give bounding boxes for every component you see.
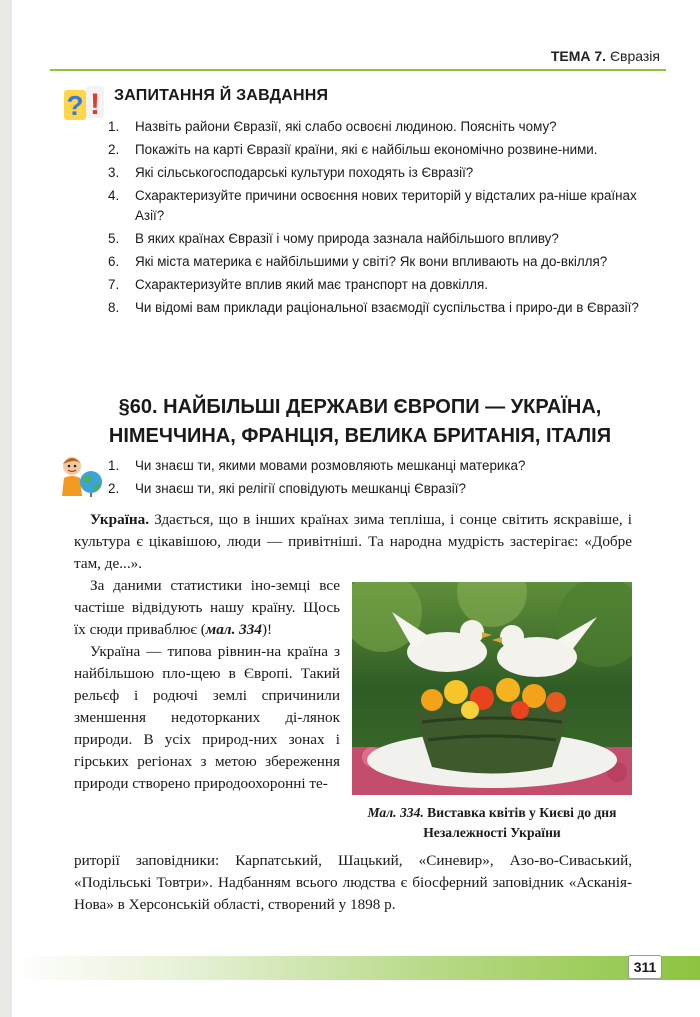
flower-exhibition-photo (352, 582, 632, 795)
list-item: 4. Схарактеризуйте причини освоєння нових територій у відсталих ра-ніше країнах Азії? (108, 188, 637, 223)
ukraine-term: Україна. (90, 511, 150, 528)
topic-title (551, 48, 660, 64)
list-item: 2. Чи знаєш ти, які релігії сповідують мешканці Євразії? (108, 480, 466, 496)
paragraph-title-line2: НІМЕЧЧИНА, ФРАНЦІЯ, ВЕЛИКА БРИТАНІЯ, ІТАЛІЯ (108, 425, 612, 447)
list-item: 3. Які сільськогосподарські культури походять із Євразії? (108, 165, 474, 180)
figure-label: Мал. 334. (367, 805, 424, 820)
figure-reference: мал. 334 (205, 621, 262, 638)
question-exclamation-icon (62, 84, 110, 124)
paragraph-ukraine-intro: Україна. Здається, що в інших країнах зима тепліша, і сонце світить яскравіше, і культура є цікавішою, люди — привітніші. Та народна мудрість застерігає: «Добре там, де...». (74, 511, 632, 572)
svg-text:!: ! (90, 88, 100, 121)
svg-text:?: ? (66, 90, 84, 121)
list-item: 5. В яких країнах Євразії і чому природа зазнала найбільшого впливу? (108, 230, 559, 246)
page-header (0, 0, 700, 70)
paragraph-tourists: За даними статистики іно-земці все частіше відвідують нашу країну. Щось їх сюди приваблює (мал. 334)! (74, 577, 340, 638)
list-item: 1. Чи знаєш ти, якими мовами розмовляють мешканці материка? (108, 458, 526, 473)
list-item: 7. Схарактеризуйте вплив який має транспорт на довкілля. (108, 276, 488, 292)
page-number: 311 (628, 955, 662, 979)
topic-number: ТЕМА 7. (550, 48, 607, 64)
list-item: 8. Чи відомі вам приклади раціональної взаємодії суспільства і приро-ди в Євразії? (108, 299, 639, 315)
header-rule (50, 69, 666, 71)
list-item: 6. Які міста материка є найбільшими у світі? Як вони впливають на до-вкілля? (108, 253, 608, 269)
paragraph-title-line1: §60. НАЙБІЛЬШІ ДЕРЖАВИ ЄВРОПИ — УКРАЇНА, (118, 396, 602, 418)
figure-caption: Мал. 334. Виставка квітів у Києві до дня Незалежності України (367, 805, 617, 840)
paragraph-relief: Україна — типова рівнин-на країна з найбільшою пло-щею в Європі. Такий рельєф і родючі землі спричинили зменшення недоторканих ді-лянок природи. В усіх природ-них зонах і гірських регіонах з метою збереження природи створено природоохоронні те- (74, 643, 340, 792)
list-item: 2. Покажіть на карті Євразії країни, які є найбільш економічно розвине-ними. (108, 142, 598, 157)
questions-list (108, 117, 658, 321)
kid-with-globe-icon (58, 452, 104, 498)
footer-band (12, 956, 700, 980)
knowledge-list (108, 456, 658, 501)
questions-heading: ЗАПИТАННЯ Й ЗАВДАННЯ (114, 87, 329, 104)
topic-name: Євразія (609, 48, 660, 64)
text-column-left (74, 575, 340, 795)
page-edge-strip (0, 0, 12, 1017)
paragraph-title (60, 393, 660, 451)
list-item: 1. Назвіть райони Євразії, які слабо освоєні людиною. Поясніть чому? (108, 119, 557, 134)
